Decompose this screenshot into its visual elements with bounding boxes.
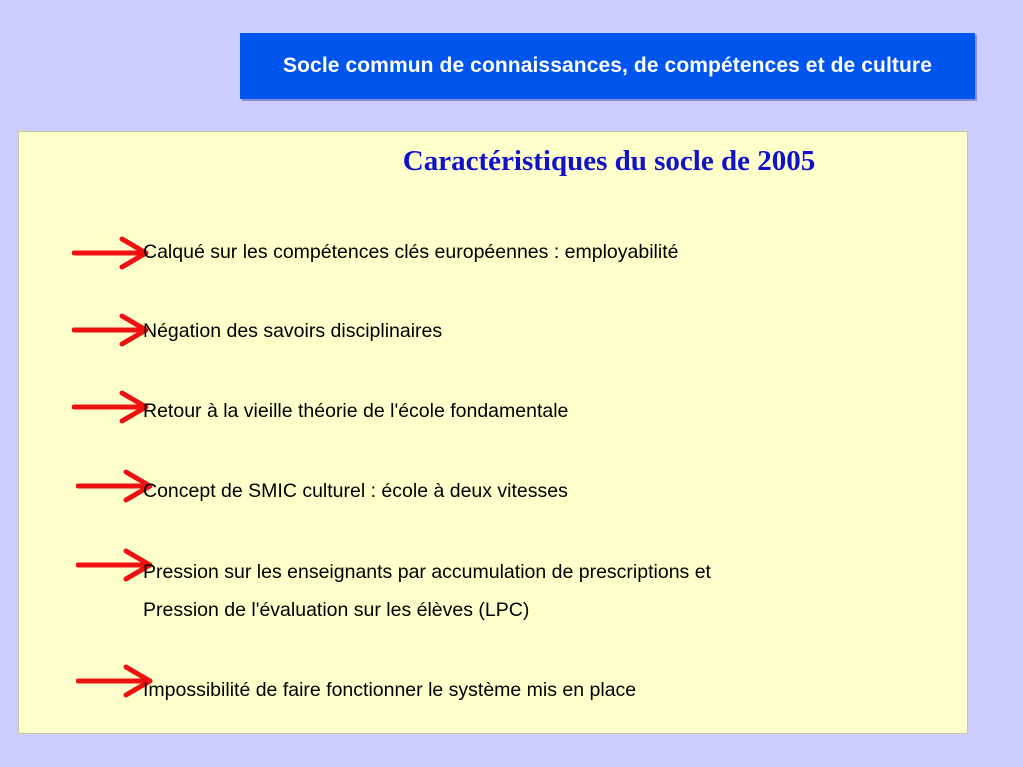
red-arrow-icon <box>72 313 152 347</box>
red-arrow-icon <box>72 236 152 270</box>
red-arrow-icon <box>72 390 152 424</box>
bullet-item-5-text-line-2: Pression de l'évaluation sur les élèves (LPC) <box>143 599 530 621</box>
bullet-item-1 <box>143 233 678 271</box>
bullet-item-4 <box>143 472 568 510</box>
bullet-item-3-text: Retour à la vieille théorie de l'école fondamentale <box>143 400 569 422</box>
bullet-item-2-text: Négation des savoirs disciplinaires <box>143 320 443 342</box>
slide-subtitle: Caractéristiques du socle de 2005 <box>402 145 816 177</box>
bullet-item-2 <box>143 312 442 350</box>
content-panel <box>18 131 968 734</box>
bullet-item-5 <box>143 553 711 629</box>
bullet-item-3 <box>143 392 568 430</box>
slide-title-banner <box>240 33 975 99</box>
bullet-item-1-text: Calqué sur les compétences clés européennes : employabilité <box>143 241 679 263</box>
bullet-item-6 <box>143 671 636 709</box>
bullet-item-4-text: Concept de SMIC culturel : école à deux vitesses <box>143 480 568 502</box>
bullet-item-6-text: Impossibilité de faire fonctionner le système mis en place <box>143 679 637 701</box>
bullet-item-5-text-line-1: Pression sur les enseignants par accumulation de prescriptions et <box>143 561 711 583</box>
slide-title: Socle commun de connaissances, de compétences et de culture <box>283 54 932 77</box>
